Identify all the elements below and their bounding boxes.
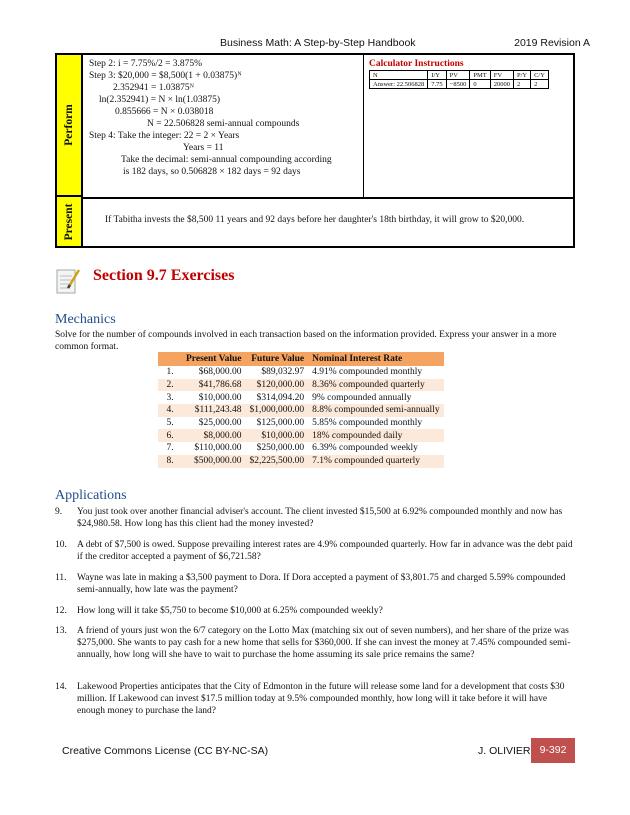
step-line: N = 22.506828 semi-annual compounds <box>147 119 300 129</box>
future-value: $10,000.00 <box>246 429 309 442</box>
calc-header: C/Y <box>531 71 549 80</box>
present-value: $500,000.00 <box>182 455 246 468</box>
row-number: 5. <box>158 417 182 430</box>
interest-rate: 7.1% compounded quarterly <box>308 455 443 468</box>
future-value: $250,000.00 <box>246 442 309 455</box>
future-value: $1,000,000.00 <box>246 404 309 417</box>
column-header: Nominal Interest Rate <box>308 352 443 366</box>
page-header <box>0 37 630 53</box>
question-number: 14. <box>55 682 67 692</box>
step-line: ln(2.352941) = N × ln(1.03875) <box>99 95 221 105</box>
step-line: Years = 11 <box>183 143 224 153</box>
table-row <box>158 366 444 379</box>
present-value: $110,000.00 <box>182 442 246 455</box>
future-value: $2,225,500.00 <box>246 455 309 468</box>
row-number: 3. <box>158 391 182 404</box>
question-number: 12. <box>55 606 67 616</box>
column-header: Future Value <box>246 352 309 366</box>
present-value: $8,000.00 <box>182 429 246 442</box>
table-row <box>158 442 444 455</box>
question-text: Lakewood Properties anticipates that the City of Edmonton in the future will release some land for a development that costs $30 million. If Lakewood can invest $17.5 million today at 9.5% compounded monthly, how long will it take before it will have enough money to purchase the land? <box>77 682 565 716</box>
mechanics-intro: Solve for the number of compounds involved in each transaction based on the information provided. Express your answer in a more common format. <box>55 330 557 352</box>
column-header <box>158 352 182 366</box>
interest-rate: 5.85% compounded monthly <box>308 417 443 430</box>
row-number: 2. <box>158 379 182 392</box>
calc-value: −8500 <box>446 80 470 89</box>
question-9 <box>55 506 575 530</box>
row-number: 1. <box>158 366 182 379</box>
interest-rate: 4.91% compounded monthly <box>308 366 443 379</box>
question-number: 10. <box>55 540 67 550</box>
step-line: is 182 days, so 0.506828 × 182 days = 92 days <box>123 167 301 177</box>
author-name: J. OLIVIER <box>478 745 531 757</box>
table-row <box>158 391 444 404</box>
calc-value: 7.75 <box>428 80 446 89</box>
book-title: Business Math: A Step-by-Step Handbook <box>220 37 416 49</box>
solution-steps <box>89 58 359 178</box>
calc-header: PV <box>446 71 470 80</box>
interest-rate: 8.8% compounded semi-annually <box>308 404 443 417</box>
question-13 <box>55 625 575 661</box>
step-line: Step 3: $20,000 = $8,500(1 + 0.03875)ᴺ <box>89 71 242 81</box>
row-divider <box>83 197 573 199</box>
present-tab <box>57 197 83 246</box>
calc-value: 2 <box>531 80 549 89</box>
question-12 <box>55 605 575 617</box>
calc-value: 0 <box>470 80 490 89</box>
future-value: $120,000.00 <box>246 379 309 392</box>
revision-label: 2019 Revision A <box>514 37 590 49</box>
page-number: 9-392 <box>531 738 575 763</box>
calculator-instructions <box>369 59 569 89</box>
calc-header: P/Y <box>513 71 530 80</box>
notepad-pencil-icon <box>55 266 81 296</box>
perform-label: Perform <box>63 104 75 146</box>
perform-tab <box>57 55 83 197</box>
present-label: Present <box>63 203 75 240</box>
section-title: Section 9.7 Exercises <box>93 267 235 284</box>
exercise-table <box>158 352 444 468</box>
perform-present-box <box>55 53 575 248</box>
present-value: $68,000.00 <box>182 366 246 379</box>
row-number: 4. <box>158 404 182 417</box>
table-row <box>158 379 444 392</box>
present-statement: If Tabitha invests the $8,500 11 years and 92 days before her daughter's 18th birthday, it will grow to $20,000. <box>105 215 525 225</box>
step-line: 0.855666 = N × 0.038018 <box>115 107 214 117</box>
present-value: $41,786.68 <box>182 379 246 392</box>
interest-rate: 9% compounded annually <box>308 391 443 404</box>
calc-header: I/Y <box>428 71 446 80</box>
question-text: You just took over another financial adviser's account. The client invested $15,500 at 6.92% compounded monthly and now has $24,980.58. How long has this client had the money invested? <box>77 507 563 529</box>
present-value: $10,000.00 <box>182 391 246 404</box>
step-line: Step 2: i = 7.75%/2 = 3.875% <box>89 59 203 69</box>
question-14 <box>55 681 575 717</box>
table-row <box>158 429 444 442</box>
table-row <box>158 404 444 417</box>
step-line: Step 4: Take the integer: 22 = 2 × Years <box>89 131 240 141</box>
calc-value: 2 <box>513 80 530 89</box>
row-number: 6. <box>158 429 182 442</box>
calc-header: PMT <box>470 71 490 80</box>
interest-rate: 18% compounded daily <box>308 429 443 442</box>
interest-rate: 6.39% compounded weekly <box>308 442 443 455</box>
calc-value: 20000 <box>490 80 513 89</box>
calculator-table <box>369 70 549 89</box>
license-text: Creative Commons License (CC BY-NC-SA) <box>62 745 269 757</box>
question-11 <box>55 572 575 596</box>
calc-value: Answer: 22.506828 <box>370 80 428 89</box>
column-header: Present Value <box>182 352 246 366</box>
interest-rate: 8.36% compounded quarterly <box>308 379 443 392</box>
step-line: 2.352941 = 1.03875ᴺ <box>113 83 195 93</box>
calc-header: N <box>370 71 428 80</box>
question-text: A debt of $7,500 is owed. Suppose prevailing interest rates are 4.9% compounded quarterly. How far in advance was the debt paid if the creditor accepted a payment of $6,721.58? <box>77 540 573 562</box>
applications-heading: Applications <box>55 488 127 503</box>
question-number: 13. <box>55 626 67 636</box>
row-number: 8. <box>158 455 182 468</box>
future-value: $314,094.20 <box>246 391 309 404</box>
present-value: $25,000.00 <box>182 417 246 430</box>
future-value: $89,032.97 <box>246 366 309 379</box>
future-value: $125,000.00 <box>246 417 309 430</box>
present-value: $111,243.48 <box>182 404 246 417</box>
question-text: How long will it take $5,750 to become $10,000 at 6.25% compounded weekly? <box>77 606 383 616</box>
step-line: Take the decimal: semi-annual compounding according <box>121 155 332 165</box>
calc-header: FV <box>490 71 513 80</box>
calculator-title: Calculator Instructions <box>369 59 464 69</box>
question-number: 9. <box>55 507 63 517</box>
question-10 <box>55 539 575 563</box>
question-number: 11. <box>55 573 67 583</box>
question-text: A friend of yours just won the 6/7 category on the Lotto Max (matching six out of seven numbers), and her share of the prize was $275,000. She wants to pay cash for a new home that sells for $360,000. If she can invest the money at 7.45% compounded semi-annually, how long will she have to wait to purchase the home assuming its sale price remains the same? <box>77 626 571 660</box>
table-row <box>158 455 444 468</box>
row-number: 7. <box>158 442 182 455</box>
column-divider <box>363 55 364 197</box>
mechanics-heading: Mechanics <box>55 312 116 327</box>
question-text: Wayne was late in making a $3,500 payment to Dora. If Dora accepted a payment of $3,801.75 and charged 5.59% compounded semi-annually, how late was the payment? <box>77 573 566 595</box>
table-row <box>158 417 444 430</box>
